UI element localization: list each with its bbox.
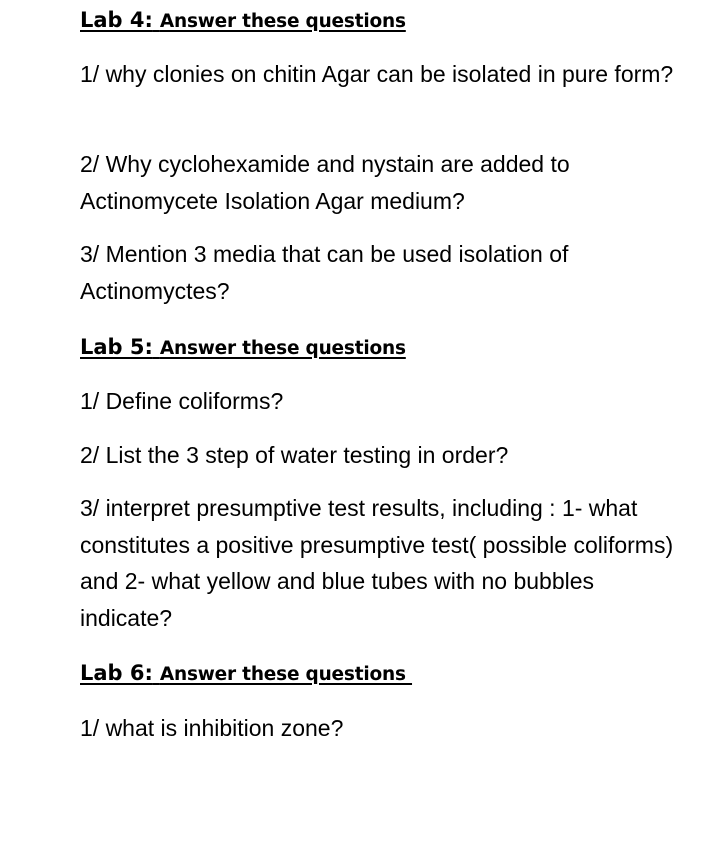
lab6-label: Lab 6: bbox=[80, 661, 153, 685]
lab4-question-1 bbox=[80, 56, 680, 93]
lab4-question-2 bbox=[80, 146, 680, 220]
question-text: 2/ List the 3 step of water testing in order? bbox=[80, 442, 509, 468]
lab5-question-3 bbox=[80, 490, 680, 636]
lab6-question-1 bbox=[80, 710, 680, 747]
lab5-question-2 bbox=[80, 437, 680, 474]
lab5-subtitle: Answer these questions bbox=[159, 338, 406, 359]
question-text: 3/ Mention 3 media that can be used isolation of Actinomyctes? bbox=[80, 241, 569, 304]
question-text: 1/ what is inhibition zone? bbox=[80, 715, 344, 741]
lab4-heading bbox=[80, 6, 680, 36]
lab4-question-3 bbox=[80, 236, 680, 310]
question-text: 2/ Why cyclohexamide and nystain are added to Actinomycete Isolation Agar medium? bbox=[80, 151, 570, 214]
lab6-heading bbox=[80, 659, 680, 689]
lab4-label: Lab 4: bbox=[80, 8, 153, 32]
question-text: 3/ interpret presumptive test results, including : 1- what constitutes a positive presumptive test( possible coliforms) and 2- what yellow and blue tubes with no bubbles indicate? bbox=[80, 495, 674, 631]
lab5-heading bbox=[80, 333, 680, 363]
lab5-label: Lab 5: bbox=[80, 335, 153, 359]
lab4-subtitle: Answer these questions bbox=[159, 11, 406, 32]
lab6-subtitle: Answer these questions bbox=[159, 664, 413, 685]
lab5-question-1 bbox=[80, 383, 680, 420]
question-text: 1/ Define coliforms? bbox=[80, 388, 284, 414]
question-text: 1/ why clonies on chitin Agar can be isolated in pure form? bbox=[80, 61, 674, 87]
